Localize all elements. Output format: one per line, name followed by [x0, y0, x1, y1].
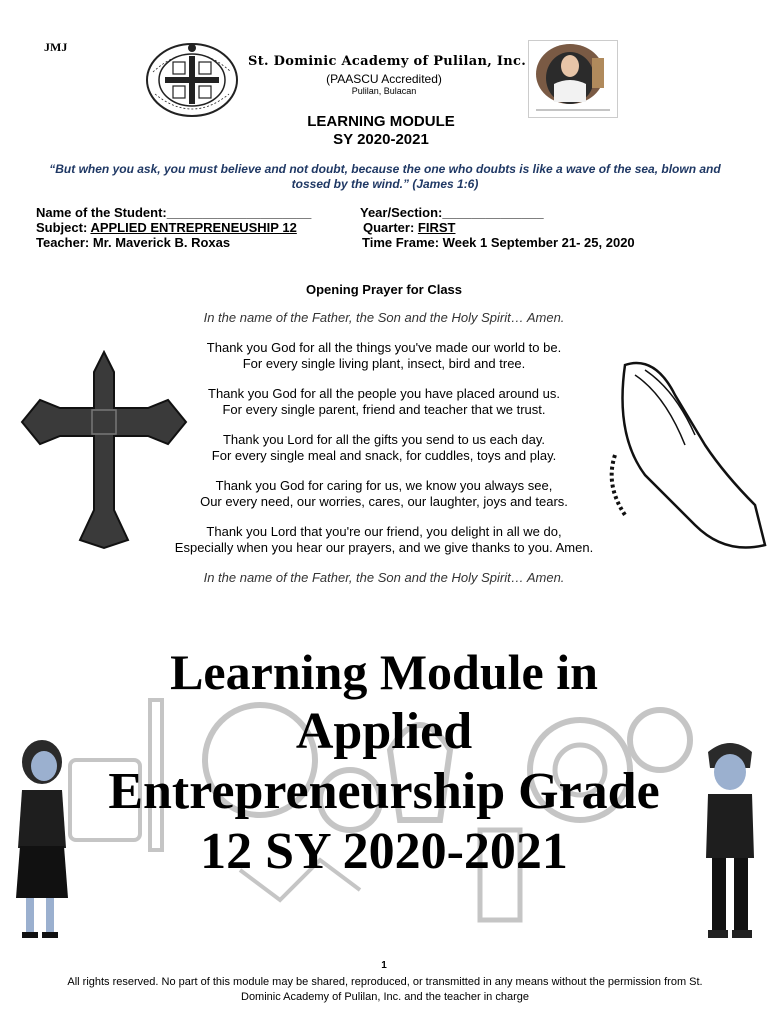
- prayer-line: For every single living plant, insect, bird and tree.: [242, 356, 526, 371]
- subject-label: Subject:: [36, 220, 88, 235]
- prayer-line: Our every need, our worries, cares, our laughter, joys and tears.: [200, 494, 568, 509]
- quarter-label: Quarter:: [363, 220, 415, 235]
- prayer-title: Opening Prayer for Class: [305, 282, 463, 297]
- prayer-line: For every single meal and snack, for cuddles, toys and play.: [211, 448, 557, 463]
- prayer-closing: In the name of the Father, the Son and the Holy Spirit… Amen.: [203, 570, 565, 585]
- quarter-line: [363, 220, 455, 235]
- module-title: LEARNING MODULE: [307, 113, 455, 130]
- jmj-mark: JMJ: [44, 40, 68, 54]
- prayer-stanza: [130, 524, 638, 556]
- bible-quote: “But when you ask, you must believe and not doubt, because the one who doubts is like a wave of the sea, blown and tossed by the wind.” (James 1:6): [49, 162, 721, 191]
- page-number: 1: [381, 960, 387, 971]
- cover-title-line: Applied: [295, 703, 473, 760]
- praying-hands-icon: [605, 355, 768, 555]
- prayer-line: Thank you Lord that you're our friend, you delight in all we do,: [206, 524, 562, 539]
- prayer-stanza: [130, 340, 638, 372]
- accreditation-text: (PAASCU Accredited): [326, 72, 442, 86]
- subject-line: [36, 220, 297, 235]
- prayer-stanza: [130, 478, 638, 510]
- year-section-field: Year/Section:______________: [360, 205, 544, 220]
- student-name-field: Name of the Student:____________________: [36, 205, 312, 220]
- prayer-line: Thank you God for caring for us, we know you always see,: [215, 478, 553, 493]
- prayer-stanza: [130, 432, 638, 464]
- prayer-line: Especially when you hear our prayers, and we give thanks to you. Amen.: [174, 540, 594, 555]
- prayer-line: For every single parent, friend and teacher that we trust.: [222, 402, 546, 417]
- school-location: Pulilan, Bulacan: [351, 86, 417, 96]
- prayer-line: Thank you Lord for all the gifts you send to us each day.: [222, 432, 546, 447]
- subject-value: APPLIED ENTREPRENEUSHIP 12: [90, 220, 297, 235]
- prayer-stanza: [130, 386, 638, 418]
- cover-title-line: Learning Module in: [170, 644, 598, 700]
- copyright-notice: All rights reserved. No part of this module may be shared, reproduced, or transmitted in any means without the permission from St. Dominic Academy of Pulilan, Inc. and the teacher in charge: [67, 976, 703, 1003]
- cover-title-line: 12 SY 2020-2021: [200, 823, 568, 880]
- module-school-year: SY 2020-2021: [333, 131, 429, 148]
- cover-title-line: Entrepreneurship Grade: [108, 763, 660, 820]
- quarter-value: FIRST: [417, 220, 456, 235]
- prayer-body: [130, 310, 638, 600]
- cover-title: [40, 642, 728, 882]
- cross-icon: [18, 350, 190, 550]
- time-frame-line: Time Frame: Week 1 September 21- 25, 2020: [362, 235, 635, 250]
- school-name: St. Dominic Academy of Pulilan, Inc.: [248, 54, 527, 69]
- prayer-line: Thank you God for all the people you have placed around us.: [208, 386, 560, 401]
- teacher-line: Teacher: Mr. Maverick B. Roxas: [36, 235, 231, 250]
- accreditation: [0, 72, 768, 86]
- prayer-opening: In the name of the Father, the Son and the Holy Spirit… Amen.: [203, 310, 565, 325]
- prayer-line: Thank you God for all the things you've made our world to be.: [206, 340, 562, 355]
- saint-portrait-image: [528, 40, 618, 118]
